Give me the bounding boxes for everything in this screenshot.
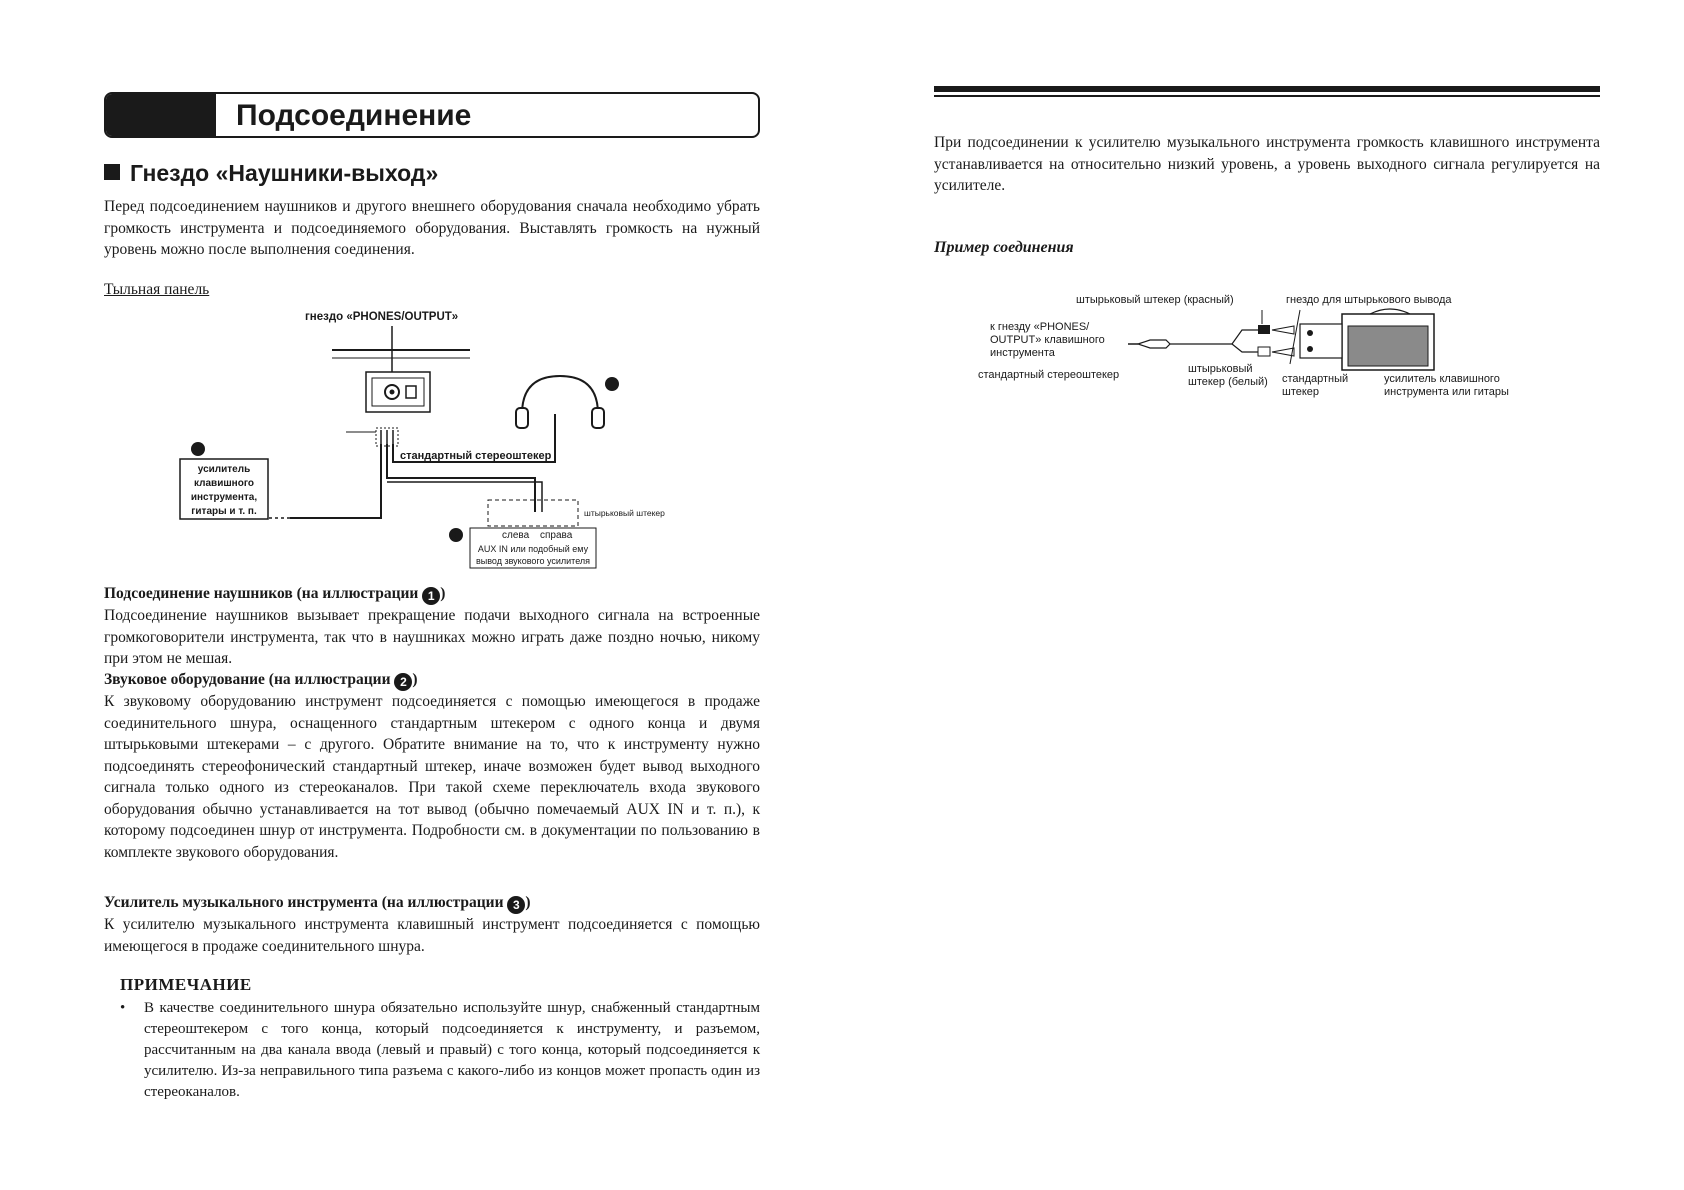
- section-title-text: Гнездо «Наушники-выход»: [130, 160, 439, 186]
- jack-label: гнездо «PHONES/OUTPUT»: [305, 311, 459, 323]
- example-title: Пример соединения: [934, 239, 1074, 256]
- amplifier-subhead: Усилитель музыкального инструмента (на иллюстрации 3 ): [104, 894, 531, 912]
- amp-label-4: гитары и т. п.: [191, 506, 257, 517]
- note-bullet: •: [120, 1000, 126, 1016]
- right-intro-paragraph: При подсоединении к усилителю музыкального инструмента громкость клавишного инструмента устанавливается на относительно низкий уровень, а уровень выходного сигнала регулируется на усилителе.: [934, 134, 1600, 194]
- pin-white-label-1: штырьковый: [1188, 363, 1253, 375]
- amplifier-text: К усилителю музыкального инструмента клавишный инструмент подсоединяется с помощью имеющегося в продаже соединительного шнура.: [104, 916, 760, 955]
- pin-plug-box: [488, 500, 578, 526]
- note-text: В качестве соединительного шнура обязательно используйте шнур, снабженный стандартным стереоштекером с того конца, который подсоединяется к инструменту, и разъемом, рассчитанным на два канала ввода (левый и правый) с того конца, который подсоединяется к усилителю. Из-за неправильного типа разъема с какого-либо из концов может пропасть один из стереоканалов.: [144, 1000, 760, 1100]
- callout-3-icon: 3: [507, 896, 525, 914]
- pin-white-plug: [1258, 347, 1270, 356]
- std-stereo-label: стандартный стереоштекер: [978, 369, 1120, 381]
- input-jack-bottom-icon: [1307, 346, 1313, 352]
- square-bullet-icon: [104, 164, 120, 180]
- audio-text: К звуковому оборудованию инструмент подсоединяется с помощью имеющегося в продаже соединительного шнура, оснащенного стандартным штекером с одного конца и двумя штырьковыми штекерами – с другого. Обратите внимание на то, что к инструменту нужно подсоединять стереофонический стандартный штекер, иначе возможен будет вывод выходного сигнала только одного из стереоканалов. При такой схеме переключатель входа звукового оборудования обычно устанавливается на тот вывод (обычно помечаемый AUX IN и т. п.), к которому подсоединен шнур от инструмента. Подробности см. в документации по пользованию в комплекте звукового оборудования.: [104, 693, 760, 861]
- header-rule-thick: [934, 86, 1600, 92]
- cable-audio-right: [387, 482, 542, 512]
- example-diagram: [970, 286, 1570, 406]
- std-plug-top-icon: [1272, 326, 1294, 334]
- callout-2-icon: 2: [394, 673, 412, 691]
- pin-red-label: штырьковый штекер (красный): [1076, 294, 1234, 306]
- audio-equipment-section: [104, 669, 760, 863]
- headphones-subhead: Подсоединение наушников (на иллюстрации 1 ): [104, 585, 446, 603]
- pin-plug-label: штырьковый штекер: [584, 508, 665, 518]
- connection-diagram: [170, 304, 730, 570]
- header-black-tab: [106, 94, 216, 136]
- to-jack-label-3: инструмента: [990, 347, 1055, 359]
- aux-in-label-2: вывод звукового усилителя: [475, 556, 591, 566]
- headphones-text: Подсоединение наушников вызывает прекращение подачи выходного сигнала на встроенные громкоговорители инструмента, так что в наушниках можно играть даже поздно ночью, никому при этом не мешая.: [104, 607, 760, 667]
- pin-white-label-2: штекер (белый): [1188, 376, 1268, 388]
- rear-panel-label: Тыльная панель: [104, 281, 210, 298]
- amp-label-1: усилитель: [197, 464, 251, 475]
- chapter-header: [104, 92, 760, 138]
- audio-subhead-text: Звуковое оборудование (на иллюстрации: [104, 671, 391, 688]
- note-title: ПРИМЕЧАНИЕ: [120, 975, 252, 994]
- intro-paragraph: Перед подсоединением наушников и другого внешнего оборудования сначала необходимо убрать громкость инструмента и подсоединяемого оборудования. Выставлять громкость на нужный уровень можно после выполнения соединения.: [104, 198, 760, 258]
- headphones-subhead-text: Подсоединение наушников (на иллюстрации: [104, 585, 419, 602]
- headphones-right-cup: [592, 408, 604, 428]
- to-jack-label-2: OUTPUT» клавишного: [990, 334, 1105, 346]
- callout-2-number: 2: [453, 531, 459, 542]
- left-channel-label: слева: [502, 530, 530, 541]
- pin-jack-label: гнездо для штырькового вывода: [1286, 294, 1452, 306]
- right-channel-label: справа: [540, 530, 573, 541]
- header-rule-thin: [934, 95, 1600, 97]
- aux-in-label-1: AUX IN или подобный ему: [477, 544, 589, 554]
- cable-split-bottom: [1232, 344, 1260, 352]
- to-jack-label-1: к гнезду «PHONES/: [990, 321, 1090, 333]
- audio-subhead: Звуковое оборудование (на иллюстрации 2 ): [104, 671, 418, 689]
- note-body: [120, 998, 760, 1103]
- amplifier-panel: [1300, 324, 1342, 358]
- amplifier-grille: [1348, 326, 1428, 366]
- std-plug-label-1: стандартный: [1282, 373, 1349, 385]
- std-plug-bottom-icon: [1272, 348, 1294, 356]
- amp-desc-label-1: усилитель клавишного: [1384, 373, 1500, 385]
- pin-red-plug: [1258, 325, 1270, 334]
- headphones-section: [104, 583, 760, 670]
- std-plug-label-2: штекер: [1282, 386, 1320, 398]
- headphones-left-cup: [516, 408, 528, 428]
- std-plug-pointer: [1290, 310, 1300, 364]
- std-stereo-plug-label: стандартный стереоштекер: [400, 450, 552, 462]
- amp-label-3: инструмента,: [190, 492, 258, 503]
- phones-jack-center: [390, 390, 395, 395]
- cable-amplifier: [290, 444, 381, 518]
- section-title: [104, 158, 438, 188]
- input-jack-top-icon: [1307, 330, 1313, 336]
- amp-desc-label-2: инструмента или гитары: [1384, 386, 1509, 398]
- callout-1-icon: 1: [422, 587, 440, 605]
- callout-3-number: 3: [195, 445, 201, 456]
- callout-1-number: 1: [609, 380, 615, 391]
- stereo-plug-icon: [1138, 340, 1170, 348]
- headphones-icon: [522, 376, 598, 414]
- cable-split-top: [1232, 330, 1260, 344]
- amplifier-subhead-text: Усилитель музыкального инструмента (на иллюстрации: [104, 894, 504, 911]
- amplifier-section: [104, 892, 760, 957]
- amp-label-2: клавишного: [194, 478, 254, 489]
- chapter-title: Подсоединение: [236, 99, 472, 132]
